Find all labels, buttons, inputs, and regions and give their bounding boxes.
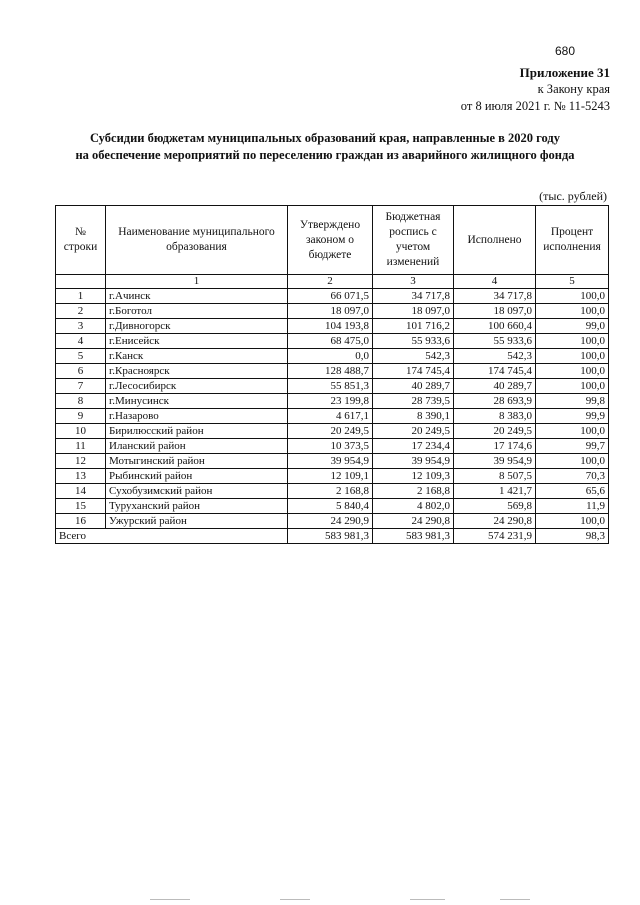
municipality-name: Иланский район (106, 439, 288, 454)
municipality-name: г.Назарово (106, 409, 288, 424)
table-row (56, 289, 609, 304)
row-number: 6 (56, 364, 106, 379)
budget-schedule-amount: 34 717,8 (373, 289, 454, 304)
percent-executed: 100,0 (536, 289, 609, 304)
row-number: 2 (56, 304, 106, 319)
budget-schedule-amount: 174 745,4 (373, 364, 454, 379)
document-title-line-1: Субсидии бюджетам муниципальных образований края, направленные в 2020 году (89, 131, 561, 145)
appendix-law-date: от 8 июля 2021 г. № 11-5243 (460, 99, 610, 113)
table-row (56, 439, 609, 454)
total-label: Всего (56, 529, 288, 544)
percent-executed: 100,0 (536, 304, 609, 319)
municipality-name: Сухобузимский район (106, 484, 288, 499)
percent-executed: 100,0 (536, 364, 609, 379)
budget-schedule-amount: 12 109,3 (373, 469, 454, 484)
budget-schedule-amount: 4 802,0 (373, 499, 454, 514)
table-row (56, 379, 609, 394)
subsidies-table (55, 205, 609, 544)
municipality-name: г.Красноярск (106, 364, 288, 379)
municipality-name: Бирилюсский район (106, 424, 288, 439)
header-budget-schedule: Бюджетная роспись с учетом изменений (373, 206, 454, 275)
total-approved: 583 981,3 (288, 529, 373, 544)
percent-executed: 11,9 (536, 499, 609, 514)
row-number: 1 (56, 289, 106, 304)
header-executed: Исполнено (454, 206, 536, 275)
percent-executed: 100,0 (536, 424, 609, 439)
percent-executed: 100,0 (536, 349, 609, 364)
approved-amount: 66 071,5 (288, 289, 373, 304)
header-row-number: № строки (56, 206, 106, 275)
budget-schedule-amount: 101 716,2 (373, 319, 454, 334)
header-approved: Утверждено законом о бюджете (288, 206, 373, 275)
budget-schedule-amount: 17 234,4 (373, 439, 454, 454)
budget-schedule-amount: 24 290,8 (373, 514, 454, 529)
municipality-name: Мотыгинский район (106, 454, 288, 469)
appendix-header (461, 64, 610, 115)
executed-amount: 8 383,0 (454, 409, 536, 424)
approved-amount: 24 290,9 (288, 514, 373, 529)
document-title-line-2: на обеспечение мероприятий по переселению граждан из аварийного жилищного фонда (75, 148, 575, 162)
column-number-row (56, 275, 609, 289)
municipality-name: г.Ачинск (106, 289, 288, 304)
approved-amount: 12 109,1 (288, 469, 373, 484)
municipality-name: Рыбинский район (106, 469, 288, 484)
column-number: 2 (288, 275, 373, 289)
row-number: 14 (56, 484, 106, 499)
executed-amount: 39 954,9 (454, 454, 536, 469)
executed-amount: 8 507,5 (454, 469, 536, 484)
document-title (40, 130, 610, 164)
executed-amount: 24 290,8 (454, 514, 536, 529)
municipality-name: г.Лесосибирск (106, 379, 288, 394)
column-number (56, 275, 106, 289)
municipality-name: г.Канск (106, 349, 288, 364)
approved-amount: 39 954,9 (288, 454, 373, 469)
percent-executed: 70,3 (536, 469, 609, 484)
municipality-name: г.Енисейск (106, 334, 288, 349)
municipality-name: Туруханский район (106, 499, 288, 514)
table-row (56, 514, 609, 529)
row-number: 11 (56, 439, 106, 454)
total-executed: 574 231,9 (454, 529, 536, 544)
approved-amount: 68 475,0 (288, 334, 373, 349)
percent-executed: 100,0 (536, 379, 609, 394)
executed-amount: 542,3 (454, 349, 536, 364)
approved-amount: 5 840,4 (288, 499, 373, 514)
executed-amount: 174 745,4 (454, 364, 536, 379)
column-number: 1 (106, 275, 288, 289)
approved-amount: 18 097,0 (288, 304, 373, 319)
column-number: 4 (454, 275, 536, 289)
municipality-name: г.Минусинск (106, 394, 288, 409)
scan-artifact-line (150, 899, 570, 902)
appendix-title: Приложение 31 (519, 65, 610, 80)
row-number: 4 (56, 334, 106, 349)
budget-schedule-amount: 40 289,7 (373, 379, 454, 394)
executed-amount: 1 421,7 (454, 484, 536, 499)
table-row (56, 364, 609, 379)
header-municipality: Наименование муниципального образования (106, 206, 288, 275)
budget-schedule-amount: 18 097,0 (373, 304, 454, 319)
budget-schedule-amount: 39 954,9 (373, 454, 454, 469)
row-number: 15 (56, 499, 106, 514)
budget-schedule-amount: 55 933,6 (373, 334, 454, 349)
table-row (56, 349, 609, 364)
percent-executed: 100,0 (536, 454, 609, 469)
budget-schedule-amount: 542,3 (373, 349, 454, 364)
row-number: 8 (56, 394, 106, 409)
row-number: 3 (56, 319, 106, 334)
executed-amount: 569,8 (454, 499, 536, 514)
approved-amount: 55 851,3 (288, 379, 373, 394)
approved-amount: 104 193,8 (288, 319, 373, 334)
table-row (56, 424, 609, 439)
municipality-name: г.Боготол (106, 304, 288, 319)
approved-amount: 10 373,5 (288, 439, 373, 454)
column-number: 5 (536, 275, 609, 289)
executed-amount: 34 717,8 (454, 289, 536, 304)
table-row (56, 304, 609, 319)
executed-amount: 20 249,5 (454, 424, 536, 439)
budget-schedule-amount: 20 249,5 (373, 424, 454, 439)
percent-executed: 99,9 (536, 409, 609, 424)
row-number: 10 (56, 424, 106, 439)
table-row (56, 499, 609, 514)
approved-amount: 23 199,8 (288, 394, 373, 409)
appendix-law-ref: к Закону края (537, 82, 610, 96)
approved-amount: 20 249,5 (288, 424, 373, 439)
executed-amount: 100 660,4 (454, 319, 536, 334)
municipality-name: Ужурский район (106, 514, 288, 529)
table-row (56, 334, 609, 349)
executed-amount: 40 289,7 (454, 379, 536, 394)
total-percent: 98,3 (536, 529, 609, 544)
row-number: 12 (56, 454, 106, 469)
column-number: 3 (373, 275, 454, 289)
table-row (56, 394, 609, 409)
table-row (56, 319, 609, 334)
approved-amount: 4 617,1 (288, 409, 373, 424)
table-row (56, 469, 609, 484)
row-number: 7 (56, 379, 106, 394)
table-row (56, 409, 609, 424)
approved-amount: 2 168,8 (288, 484, 373, 499)
percent-executed: 99,8 (536, 394, 609, 409)
budget-schedule-amount: 28 739,5 (373, 394, 454, 409)
header-percent: Процент исполнения (536, 206, 609, 275)
table-body (56, 289, 609, 529)
row-number: 13 (56, 469, 106, 484)
approved-amount: 0,0 (288, 349, 373, 364)
approved-amount: 128 488,7 (288, 364, 373, 379)
units-label: (тыс. рублей) (539, 189, 607, 203)
row-number: 16 (56, 514, 106, 529)
percent-executed: 99,7 (536, 439, 609, 454)
percent-executed: 99,0 (536, 319, 609, 334)
total-budget-schedule: 583 981,3 (373, 529, 454, 544)
executed-amount: 17 174,6 (454, 439, 536, 454)
table-row (56, 454, 609, 469)
executed-amount: 55 933,6 (454, 334, 536, 349)
executed-amount: 28 693,9 (454, 394, 536, 409)
table-header-row (56, 206, 609, 275)
percent-executed: 100,0 (536, 514, 609, 529)
budget-schedule-amount: 2 168,8 (373, 484, 454, 499)
percent-executed: 65,6 (536, 484, 609, 499)
percent-executed: 100,0 (536, 334, 609, 349)
budget-schedule-amount: 8 390,1 (373, 409, 454, 424)
row-number: 9 (56, 409, 106, 424)
page-number: 680 (555, 44, 576, 58)
executed-amount: 18 097,0 (454, 304, 536, 319)
total-row (56, 529, 609, 544)
row-number: 5 (56, 349, 106, 364)
municipality-name: г.Дивногорск (106, 319, 288, 334)
table-row (56, 484, 609, 499)
